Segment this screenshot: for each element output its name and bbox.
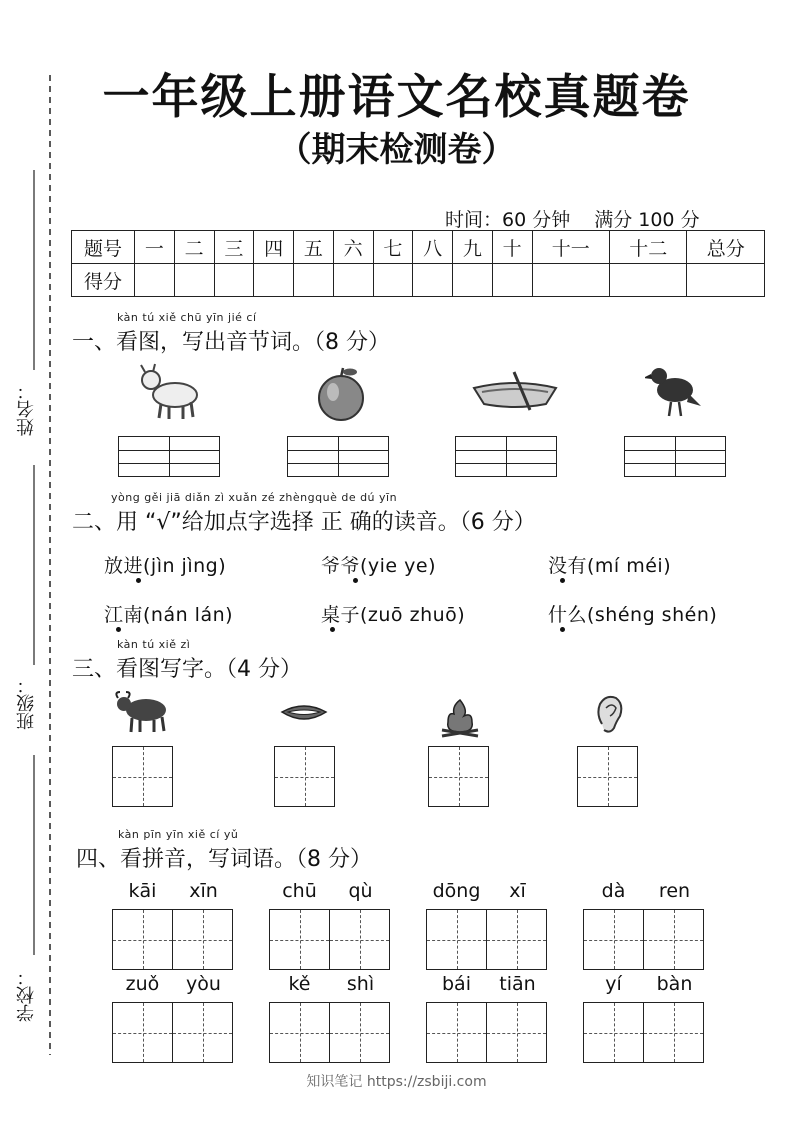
score-table	[71, 230, 765, 297]
ox-icon	[112, 690, 172, 735]
score-header-cell: 四	[254, 231, 294, 264]
apple-icon	[313, 364, 369, 422]
q2-item[interactable]: 没有(mí méi)	[548, 555, 672, 577]
score-input-cell[interactable]	[135, 264, 175, 297]
class-label: 班级：	[16, 676, 37, 730]
emphasis-dot	[136, 578, 141, 583]
pinyin-syllable: qù	[348, 880, 373, 902]
score-input-cell[interactable]	[413, 264, 453, 297]
page-title: 一年级上册语文名校真题卷	[102, 70, 691, 125]
emphasis-dot	[560, 627, 565, 632]
mouth-icon	[280, 700, 328, 726]
score-header-cell: 一	[135, 231, 175, 264]
writing-box[interactable]	[329, 1002, 390, 1063]
pinyin-syllable: zuǒ	[125, 973, 160, 995]
writing-box[interactable]	[269, 1002, 330, 1063]
writing-box[interactable]	[269, 909, 330, 970]
score-header-cell: 八	[413, 231, 453, 264]
pinyin-syllable: kāi	[128, 880, 157, 902]
score-header-cell: 三	[214, 231, 254, 264]
writing-box[interactable]	[577, 746, 638, 807]
writing-box[interactable]	[426, 1002, 487, 1063]
q2-item[interactable]: 放进(jìn jìng)	[104, 555, 227, 577]
score-input-cell[interactable]	[254, 264, 294, 297]
fire-icon	[438, 698, 482, 738]
answer-box-3[interactable]	[455, 436, 557, 477]
writing-box[interactable]	[643, 1002, 704, 1063]
q2-title: 二、用 “√”给加点字选择 正 确的读音。（6 分）	[72, 510, 536, 535]
score-header-cell: 十一	[532, 231, 609, 264]
pinyin-syllable: chū	[282, 880, 317, 902]
writing-box[interactable]	[274, 746, 335, 807]
writing-box[interactable]	[486, 1002, 547, 1063]
full-score: 满分 100 分	[594, 209, 700, 231]
pinyin-syllable: yòu	[186, 973, 221, 995]
score-header-cell: 五	[294, 231, 334, 264]
writing-box[interactable]	[112, 909, 173, 970]
q1-title: 一、看图，写出音节词。（8 分）	[72, 330, 390, 355]
score-input-cell[interactable]	[294, 264, 334, 297]
emphasis-dot	[330, 627, 335, 632]
score-header-cell: 总分	[687, 231, 765, 264]
score-header-cell: 十	[492, 231, 532, 264]
q3-pinyin: kàn tú xiě zì	[117, 638, 191, 651]
score-table-header-row	[72, 231, 765, 264]
score-input-cell[interactable]	[609, 264, 686, 297]
pinyin-syllable: dà	[601, 880, 626, 902]
score-header-cell: 十二	[609, 231, 686, 264]
emphasis-dot	[560, 578, 565, 583]
footer-watermark: 知识笔记 https://zsbiji.com	[306, 1074, 487, 1090]
score-input-cell[interactable]	[532, 264, 609, 297]
score-input-cell[interactable]	[333, 264, 373, 297]
q2-item[interactable]: 桌子(zuō zhuō)	[321, 604, 466, 626]
score-row-label: 得分	[72, 264, 135, 297]
score-header-cell: 六	[333, 231, 373, 264]
school-label: 学校：	[16, 968, 37, 1022]
q4-title: 四、看拼音，写词语。（8 分）	[76, 847, 372, 872]
boat-icon	[470, 370, 560, 412]
time-limit: 时间：60 分钟	[445, 209, 571, 231]
score-input-cell[interactable]	[687, 264, 765, 297]
writing-box[interactable]	[583, 1002, 644, 1063]
pinyin-syllable: xī	[509, 880, 526, 902]
q2-item[interactable]: 什么(shéng shén)	[548, 604, 718, 626]
score-header-cell: 题号	[72, 231, 135, 264]
answer-box-2[interactable]	[287, 436, 389, 477]
q2-pinyin: yòng gěi jiā diǎn zì xuǎn zé zhèngquè de dú yīn	[111, 491, 398, 504]
pinyin-syllable: bái	[442, 973, 471, 995]
writing-box[interactable]	[112, 1002, 173, 1063]
answer-box-1[interactable]	[118, 436, 220, 477]
exam-info	[445, 205, 724, 232]
goat-icon	[135, 362, 207, 422]
writing-box[interactable]	[428, 746, 489, 807]
pinyin-syllable: kě	[288, 973, 311, 995]
score-table-score-row	[72, 264, 765, 297]
score-input-cell[interactable]	[214, 264, 254, 297]
score-input-cell[interactable]	[492, 264, 532, 297]
q4-pinyin: kàn pīn yīn xiě cí yǔ	[118, 828, 239, 841]
writing-box[interactable]	[426, 909, 487, 970]
emphasis-dot	[116, 627, 121, 632]
writing-box[interactable]	[112, 746, 173, 807]
score-input-cell[interactable]	[453, 264, 493, 297]
q2-item[interactable]: 江南(nán lán)	[104, 604, 234, 626]
answer-box-4[interactable]	[624, 436, 726, 477]
writing-box[interactable]	[329, 909, 390, 970]
writing-box[interactable]	[486, 909, 547, 970]
q3-title: 三、看图写字。（4 分）	[72, 657, 302, 682]
ear-icon	[594, 694, 626, 736]
emphasis-dot	[353, 578, 358, 583]
pinyin-syllable: shì	[346, 973, 375, 995]
pinyin-syllable: dōng	[432, 880, 481, 902]
q1-pinyin: kàn tú xiě chū yīn jié cí	[117, 311, 257, 324]
score-header-cell: 七	[373, 231, 413, 264]
writing-box[interactable]	[172, 909, 233, 970]
page-subtitle: （期末检测卷）	[277, 130, 516, 170]
score-header-cell: 九	[453, 231, 493, 264]
pinyin-syllable: ren	[658, 880, 691, 902]
pinyin-syllable: yí	[605, 973, 622, 995]
writing-box[interactable]	[643, 909, 704, 970]
score-header-cell: 二	[174, 231, 214, 264]
pinyin-syllable: bàn	[656, 973, 693, 995]
score-input-cell[interactable]	[174, 264, 214, 297]
writing-box[interactable]	[172, 1002, 233, 1063]
q2-item[interactable]: 爷爷(yie ye)	[321, 555, 437, 577]
writing-box[interactable]	[583, 909, 644, 970]
score-input-cell[interactable]	[373, 264, 413, 297]
name-label: 姓名：	[16, 382, 37, 436]
pinyin-syllable: xīn	[189, 880, 218, 902]
crow-icon	[645, 362, 703, 420]
pinyin-syllable: tiān	[499, 973, 536, 995]
